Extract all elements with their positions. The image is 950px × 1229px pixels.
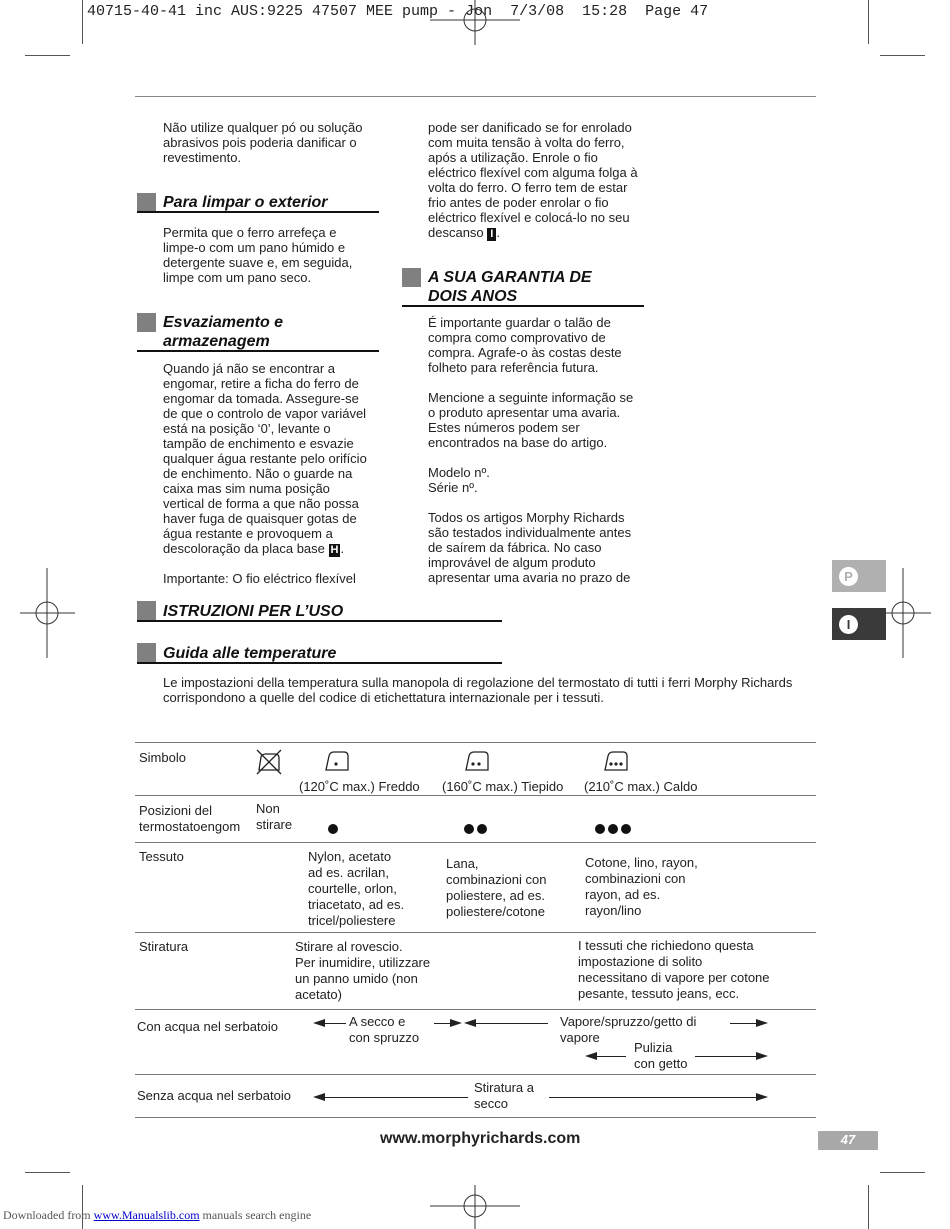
iron-two-dots-icon	[464, 748, 490, 774]
tab-language-i[interactable]	[832, 608, 886, 640]
heading-marker	[137, 313, 156, 332]
badge-h: H	[330, 544, 339, 556]
crop-mark	[25, 1172, 70, 1173]
arrow-line	[474, 1023, 548, 1024]
ironing-high: I tessuti che richiedono questa impostazione di solito necessitano di vapore per cotone pesante, tessuto jeans, ecc.	[578, 938, 770, 1001]
crop-mark	[880, 1172, 925, 1173]
row-label-without-water: Senza acqua nel serbatoio	[137, 1088, 291, 1103]
page-number-box	[818, 1131, 878, 1150]
iron-three-dots-icon	[603, 748, 629, 774]
heading-underline	[137, 350, 379, 352]
table-rule	[135, 1009, 816, 1010]
heading-clean-exterior: Para limpar o exterior	[163, 194, 328, 211]
temp-cold: (120˚C max.) Freddo	[299, 779, 420, 794]
crop-mark	[868, 1185, 869, 1229]
paragraph-emptying-storage: Quando já não se encontrar a engomar, retire a ficha do ferro de engomar da tomada. Assegure-se de que o controlo de vapor variável está na posição ‘0’, levante o tampão de enchimento e esvazie qualquer água restante pelo orifício de enchimento. Não o guarde na caixa mas sim numa posição vertical de forma a que não possa haver fuga de quaisquer gotas de água restante e provoquem a descoloração da placa base H .	[163, 361, 367, 556]
arrow-line	[322, 1097, 468, 1098]
paragraph-important: Importante: O fio eléctrico flexível	[163, 571, 356, 586]
fabric-cold: Nylon, acetato ad es. acrilan, courtelle, orlon, triacetato, ad es. tricel/poliestere	[308, 849, 405, 928]
registration-mark-left-icon	[20, 568, 75, 658]
arrow-right-icon	[756, 1052, 768, 1060]
registration-mark-top-icon	[430, 0, 520, 45]
section-subtitle: Guida alle temperature	[163, 645, 337, 662]
heading-marker	[137, 193, 156, 212]
heading-marker	[402, 268, 421, 287]
section-title: ISTRUZIONI PER L’USO	[163, 603, 344, 620]
arrow-line	[320, 1023, 346, 1024]
crop-mark	[868, 0, 869, 44]
row-label-symbol: Simbolo	[139, 750, 186, 765]
arrow-right-icon	[756, 1093, 768, 1101]
thermostat-three-dots	[595, 821, 634, 839]
row-label-ironing: Stiratura	[139, 939, 189, 954]
heading-marker	[137, 601, 156, 620]
arrow-line	[549, 1097, 759, 1098]
heading-underline	[137, 620, 502, 622]
iron-one-dot-icon	[324, 748, 350, 774]
manualslib-link[interactable]: www.Manualslib.com	[93, 1208, 200, 1222]
paragraph-warranty-1: É importante guardar o talão de compra como comprovativo de compra. Agrafe-o às costas deste folheto para referência futura.	[428, 315, 622, 375]
tab-label-p: P	[839, 567, 858, 586]
page-number: 47	[840, 1132, 856, 1147]
intro-paragraph: Não utilize qualquer pó ou solução abrasivos pois poderia danificar o revestimento.	[163, 120, 363, 165]
table-rule	[135, 742, 816, 743]
print-header: 40715-40-41 inc AUS:9225 47507 MEE pump - Jon 7/3/08 15:28 Page 47	[87, 3, 709, 20]
burst-label: Pulizia con getto	[634, 1040, 688, 1071]
do-not-iron-label: Non stirare	[256, 801, 293, 832]
ironing-low: Stirare al rovescio. Per inumidire, utilizzare un panno umido (non acetato)	[295, 939, 431, 1002]
heading-emptying-storage: Esvaziamento e armazenagem	[163, 314, 284, 350]
heading-warranty: A SUA GARANTIA DE DOIS ANOS	[428, 269, 592, 305]
temp-hot: (210˚C max.) Caldo	[584, 779, 698, 794]
table-rule	[135, 1074, 816, 1075]
crop-mark	[25, 55, 70, 56]
table-rule	[135, 1117, 816, 1118]
fabric-hot: Cotone, lino, rayon, combinazioni con rayon, ad es. rayon/lino	[585, 855, 698, 918]
paragraph-model-serial: Modelo nº. Série nº.	[428, 465, 490, 495]
paragraph-warranty-3: Todos os artigos Morphy Richards são testados individualmente antes de saírem da fábrica. No caso improvável de algum produto apresentar uma avaria no prazo de	[428, 510, 632, 585]
website-link[interactable]: www.morphyrichards.com	[380, 1130, 581, 1147]
table-rule	[135, 795, 816, 796]
registration-mark-bottom-icon	[430, 1185, 520, 1229]
tab-language-p[interactable]	[832, 560, 886, 592]
heading-underline	[137, 662, 502, 664]
arrow-line	[593, 1056, 626, 1057]
table-rule	[135, 842, 816, 843]
crop-mark	[880, 55, 925, 56]
badge-i: I	[487, 228, 496, 241]
paragraph-clean-exterior: Permita que o ferro arrefeça e limpe-o com um pano húmido e detergente suave e, em seguida, limpe com um pano seco.	[163, 225, 353, 285]
top-divider	[135, 96, 816, 97]
thermostat-one-dot	[328, 821, 341, 839]
row-label-fabric: Tessuto	[139, 849, 184, 864]
row-label-with-water: Con acqua nel serbatoio	[137, 1019, 278, 1034]
table-rule	[135, 932, 816, 933]
paragraph-cord: pode ser danificado se for enrolado com muita tensão à volta do ferro, após a utilização. Enrole o fio eléctrico flexível com alguma folga à volta do ferro. O ferro tem de estar frio antes de poder enrolar o fio eléctrico flexível e colocá-lo no seu descanso I .	[428, 120, 638, 240]
steam-spray-label: Vapore/spruzzo/getto di vapore	[560, 1014, 697, 1045]
thermostat-two-dots	[464, 821, 490, 839]
section-intro: Le impostazioni della temperatura sulla manopola di regolazione del termostato di tutti i ferri Morphy Richards corrispondono a quelle del codice di etichettatura internazionale per i tessuti.	[163, 675, 793, 705]
paragraph-warranty-2: Mencione a seguinte informação se o produto apresentar uma avaria. Estes números podem ser encontrados na base do artigo.	[428, 390, 634, 450]
heading-marker	[137, 643, 156, 662]
fabric-warm: Lana, combinazioni con poliestere, ad es. poliestere/cotone	[446, 856, 547, 919]
heading-underline	[402, 305, 644, 307]
dry-ironing-label: Stiratura a secco	[474, 1080, 534, 1111]
dry-spray-label: A secco e con spruzzo	[349, 1014, 420, 1045]
arrow-line	[695, 1056, 760, 1057]
crop-mark	[82, 0, 83, 44]
download-note: Downloaded from www.Manualslib.com manuals search engine	[3, 1208, 312, 1222]
tab-label-i: I	[839, 615, 858, 634]
arrow-right-icon	[756, 1019, 768, 1027]
do-not-iron-icon	[255, 748, 283, 776]
row-label-thermostat: Posizioni del termostatoengom	[139, 803, 241, 834]
heading-underline	[137, 211, 379, 213]
temp-warm: (160˚C max.) Tiepido	[442, 779, 564, 794]
arrow-right-icon	[450, 1019, 462, 1027]
